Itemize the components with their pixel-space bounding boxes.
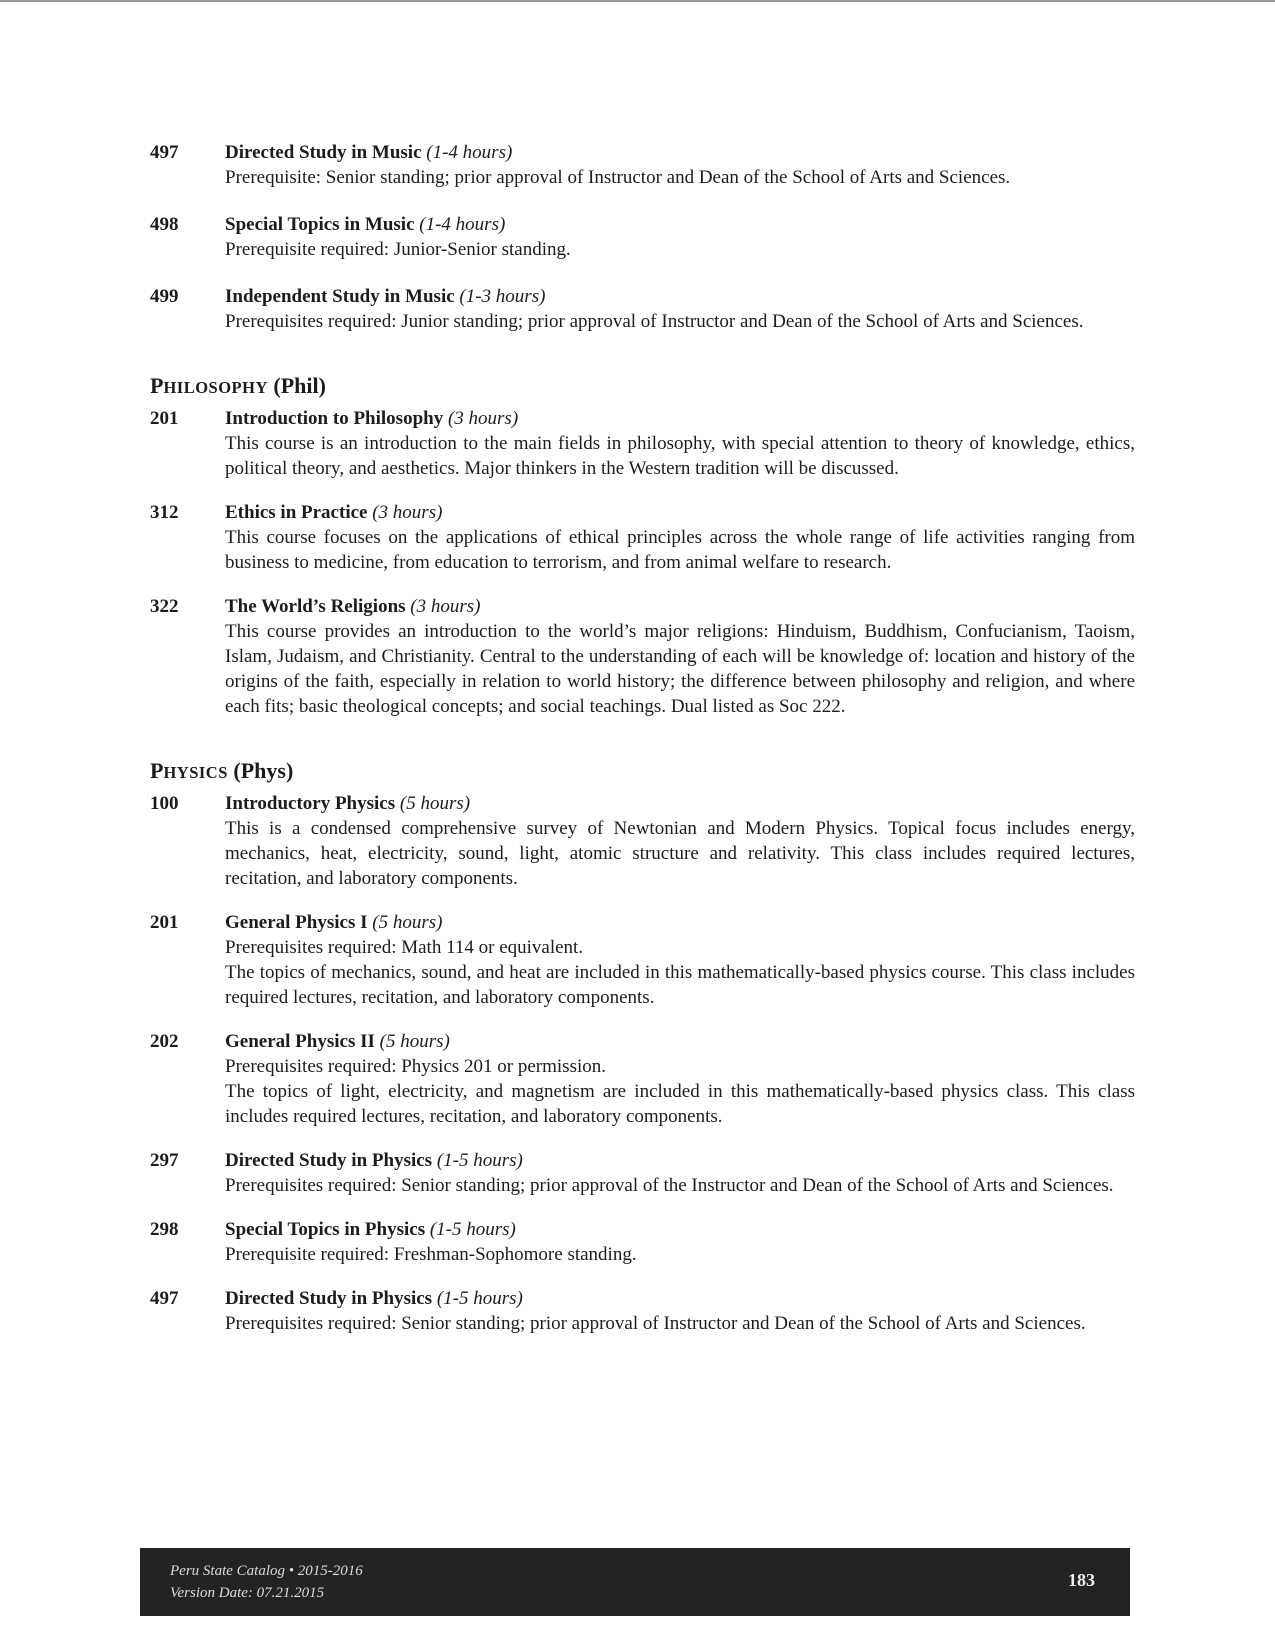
course-number: 322 bbox=[150, 596, 179, 617]
page-footer bbox=[140, 1548, 1130, 1616]
course-hours: (1-5 hours) bbox=[436, 1150, 523, 1171]
course-entry bbox=[150, 791, 1135, 891]
physics-course-list bbox=[150, 791, 1135, 1336]
course-hours: (1-5 hours) bbox=[436, 1288, 523, 1309]
course-details bbox=[225, 1217, 1135, 1267]
course-details bbox=[225, 212, 1135, 262]
course-details bbox=[225, 1148, 1135, 1198]
course-details bbox=[225, 500, 1135, 575]
course-hours: (3 hours) bbox=[447, 408, 519, 429]
course-hours: (1-5 hours) bbox=[429, 1219, 516, 1240]
course-entry bbox=[150, 910, 1135, 1010]
course-title-line bbox=[225, 140, 1135, 165]
course-title-line bbox=[225, 406, 1135, 431]
course-entry bbox=[150, 212, 1135, 262]
course-description: Prerequisites required: Math 114 or equivalent. bbox=[225, 937, 584, 958]
course-entry bbox=[150, 406, 1135, 481]
course-entry bbox=[150, 1217, 1135, 1267]
heading-smallcaps: HILOSOPHY bbox=[163, 378, 268, 397]
course-entry bbox=[150, 140, 1135, 190]
course-title-line bbox=[225, 1217, 1135, 1242]
course-entry bbox=[150, 500, 1135, 575]
course-title-line bbox=[225, 1029, 1135, 1054]
section-heading-physics bbox=[150, 757, 1135, 787]
music-course-list bbox=[150, 140, 1135, 334]
course-description: Prerequisite required: Junior-Senior standing. bbox=[225, 239, 571, 260]
course-title-line bbox=[225, 500, 1135, 525]
course-title: Special Topics in Music bbox=[225, 214, 415, 235]
philosophy-section bbox=[150, 372, 1135, 719]
course-title: General Physics II bbox=[225, 1031, 375, 1052]
course-title: Introductory Physics bbox=[225, 793, 396, 814]
course-hours: (1-3 hours) bbox=[459, 286, 546, 307]
footer-info bbox=[170, 1560, 363, 1604]
course-title-line bbox=[225, 594, 1135, 619]
course-entry bbox=[150, 594, 1135, 719]
course-description: Prerequisites required: Senior standing; prior approval of Instructor and Dean of the School of Arts and Sciences. bbox=[225, 1313, 1086, 1334]
course-hours: (5 hours) bbox=[379, 1031, 450, 1052]
course-number: 498 bbox=[150, 214, 179, 235]
course-details bbox=[225, 406, 1135, 481]
course-number: 100 bbox=[150, 793, 179, 814]
course-details bbox=[225, 594, 1135, 719]
course-hours: (1-4 hours) bbox=[426, 142, 513, 163]
course-number: 497 bbox=[150, 142, 179, 163]
course-details bbox=[225, 284, 1135, 334]
course-entry bbox=[150, 1286, 1135, 1336]
course-title: Directed Study in Physics bbox=[225, 1150, 433, 1171]
heading-abbr: (Phil) bbox=[273, 373, 326, 398]
course-number: 201 bbox=[150, 408, 179, 429]
course-details bbox=[225, 140, 1135, 190]
course-description: Prerequisites required: Junior standing; prior approval of Instructor and Dean of the School of Arts and Sciences. bbox=[225, 311, 1084, 332]
course-hours: (3 hours) bbox=[372, 502, 443, 523]
course-description: This is a condensed comprehensive survey of Newtonian and Modern Physics. Topical focus includes energy, mechanics, heat, electricity, sound, light, atomic structure and relativity. This class includes required lectures, recitation, and laboratory components. bbox=[225, 818, 1135, 889]
course-details bbox=[225, 1286, 1135, 1336]
course-title: Introduction to Philosophy bbox=[225, 408, 444, 429]
course-number: 201 bbox=[150, 912, 179, 933]
course-title-line bbox=[225, 910, 1135, 935]
course-entry bbox=[150, 1029, 1135, 1129]
course-description: Prerequisites required: Physics 201 or permission. bbox=[225, 1056, 607, 1077]
course-title-line bbox=[225, 212, 1135, 237]
course-number: 312 bbox=[150, 502, 179, 523]
course-title-line bbox=[225, 1286, 1135, 1311]
course-number: 298 bbox=[150, 1219, 179, 1240]
section-heading-philosophy bbox=[150, 372, 1135, 402]
course-description: This course provides an introduction to the world’s major religions: Hinduism, Buddhism, Confucianism, Taoism, Islam, Judaism, and Christianity. Central to the understanding of each will be knowledge of: location and history of the origins of the faith, especially in relation to world history; the difference between philosophy and religion, and where each fits; basic theological concepts; and social teachings. Dual listed as Soc 222. bbox=[225, 621, 1135, 717]
course-details bbox=[225, 910, 1135, 1010]
heading-initial: P bbox=[150, 373, 164, 398]
course-title: Ethics in Practice bbox=[225, 502, 368, 523]
course-entry bbox=[150, 1148, 1135, 1198]
course-title: Special Topics in Physics bbox=[225, 1219, 426, 1240]
heading-abbr: (Phys) bbox=[233, 758, 294, 783]
course-description: This course focuses on the applications of ethical principles across the whole range of life activities ranging from business to medicine, from education to terrorism, and from animal welfare to research. bbox=[225, 527, 1135, 573]
course-description: The topics of mechanics, sound, and heat are included in this mathematically-based physics course. This class includes required lectures, recitation, and laboratory components. bbox=[225, 962, 1135, 1008]
course-number: 297 bbox=[150, 1150, 179, 1171]
course-title: Directed Study in Physics bbox=[225, 1288, 433, 1309]
philosophy-course-list bbox=[150, 406, 1135, 719]
course-title-line bbox=[225, 1148, 1135, 1173]
course-description: Prerequisite: Senior standing; prior approval of Instructor and Dean of the School of Arts and Sciences. bbox=[225, 167, 1011, 188]
course-details bbox=[225, 791, 1135, 891]
course-description: Prerequisites required: Senior standing; prior approval of the Instructor and Dean of the School of Arts and Sciences. bbox=[225, 1175, 1114, 1196]
course-number: 202 bbox=[150, 1031, 179, 1052]
top-rule bbox=[0, 0, 1275, 2]
course-hours: (5 hours) bbox=[399, 793, 471, 814]
course-title: Directed Study in Music bbox=[225, 142, 422, 163]
catalog-page bbox=[150, 140, 1135, 1336]
course-hours: (1-4 hours) bbox=[419, 214, 506, 235]
course-title: Independent Study in Music bbox=[225, 286, 455, 307]
course-entry bbox=[150, 284, 1135, 334]
course-description: Prerequisite required: Freshman-Sophomore standing. bbox=[225, 1244, 637, 1265]
course-title: General Physics I bbox=[225, 912, 368, 933]
course-title: The World’s Religions bbox=[225, 596, 406, 617]
course-hours: (5 hours) bbox=[372, 912, 443, 933]
course-number: 497 bbox=[150, 1288, 179, 1309]
course-title-line bbox=[225, 284, 1135, 309]
course-title-line bbox=[225, 791, 1135, 816]
course-details bbox=[225, 1029, 1135, 1129]
footer-version: Version Date: 07.21.2015 bbox=[170, 1585, 325, 1601]
heading-initial: P bbox=[150, 758, 164, 783]
course-description: The topics of light, electricity, and magnetism are included in this mathematically-based physics class. This class includes required lectures, recitation, and laboratory components. bbox=[225, 1081, 1135, 1127]
footer-catalog: Peru State Catalog • 2015-2016 bbox=[170, 1563, 363, 1579]
course-number: 499 bbox=[150, 286, 179, 307]
page-number: 183 bbox=[1068, 1570, 1095, 1590]
course-hours: (3 hours) bbox=[410, 596, 481, 617]
physics-section bbox=[150, 757, 1135, 1336]
course-description: This course is an introduction to the main fields in philosophy, with special attention to theory of knowledge, ethics, political theory, and aesthetics. Major thinkers in the Western tradition will be discussed. bbox=[225, 433, 1135, 479]
heading-smallcaps: HYSICS bbox=[163, 763, 228, 782]
